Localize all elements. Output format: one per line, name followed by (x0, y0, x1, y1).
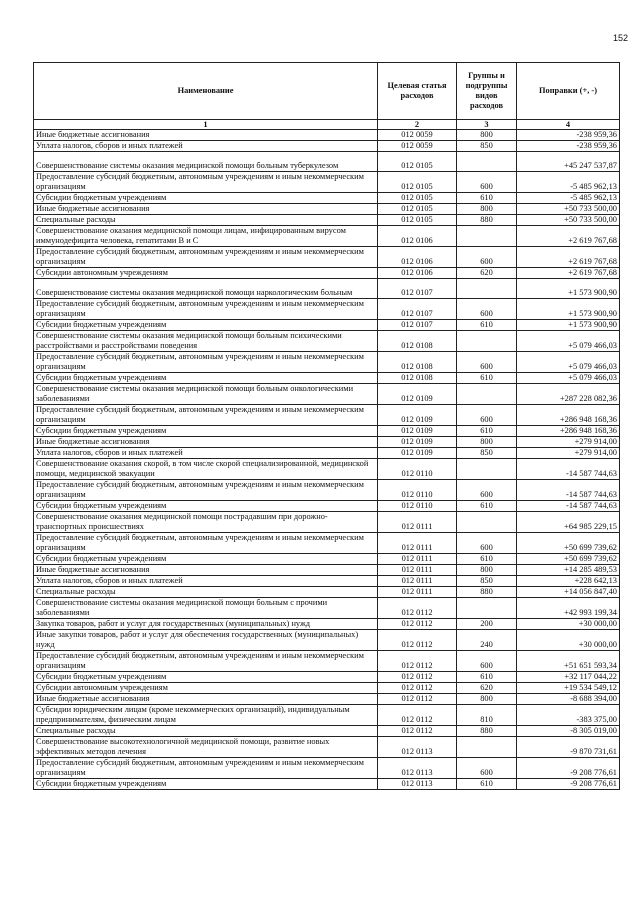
row-group-code: 850 (457, 576, 517, 587)
page-number: 152 (612, 33, 628, 43)
row-name: Субсидии бюджетным учреждениям (34, 501, 378, 512)
row-name: Совершенствование высокотехнологичной медицинской помощи, развитие новых эффективных методов лечения (34, 737, 378, 758)
row-name: Субсидии бюджетным учреждениям (34, 779, 378, 790)
row-group-code: 600 (457, 405, 517, 426)
row-name: Предоставление субсидий бюджетным, автономным учреждениям и иным некоммерческим организациям (34, 247, 378, 268)
row-target-code: 012 0112 (378, 694, 457, 705)
row-name: Специальные расходы (34, 215, 378, 226)
table-row (34, 565, 620, 576)
row-target-code: 012 0109 (378, 405, 457, 426)
table-row (34, 758, 620, 779)
row-group-code: 800 (457, 130, 517, 141)
row-group-code (457, 384, 517, 405)
row-amount: +14 285 489,53 (517, 565, 620, 576)
row-target-code: 012 0109 (378, 437, 457, 448)
table-row (34, 779, 620, 790)
row-amount: -8 688 394,00 (517, 694, 620, 705)
row-target-code: 012 0105 (378, 152, 457, 172)
row-target-code: 012 0112 (378, 705, 457, 726)
row-target-code: 012 0109 (378, 448, 457, 459)
row-target-code: 012 0108 (378, 373, 457, 384)
row-target-code: 012 0108 (378, 352, 457, 373)
row-target-code: 012 0106 (378, 247, 457, 268)
row-group-code: 600 (457, 172, 517, 193)
row-group-code (457, 152, 517, 172)
row-amount: +32 117 044,22 (517, 672, 620, 683)
table-row (34, 459, 620, 480)
row-group-code: 800 (457, 694, 517, 705)
row-target-code: 012 0112 (378, 619, 457, 630)
row-name: Совершенствование оказания медицинской помощи пострадавшим при дорожно-транспортных происшествиях (34, 512, 378, 533)
row-target-code: 012 0111 (378, 533, 457, 554)
row-group-code: 600 (457, 533, 517, 554)
row-name: Предоставление субсидий бюджетным, автономным учреждениям и иным некоммерческим организациям (34, 299, 378, 320)
table-row (34, 320, 620, 331)
row-target-code: 012 0111 (378, 576, 457, 587)
table-row (34, 130, 620, 141)
row-target-code: 012 0113 (378, 758, 457, 779)
row-group-code: 800 (457, 437, 517, 448)
row-group-code: 200 (457, 619, 517, 630)
table-row (34, 152, 620, 172)
row-group-code: 850 (457, 141, 517, 152)
row-group-code: 610 (457, 426, 517, 437)
row-amount: +51 651 593,34 (517, 651, 620, 672)
row-amount: -5 485 962,13 (517, 193, 620, 204)
row-group-code (457, 279, 517, 299)
row-name: Предоставление субсидий бюджетным, автономным учреждениям и иным некоммерческим организациям (34, 758, 378, 779)
row-group-code: 240 (457, 630, 517, 651)
row-group-code: 610 (457, 373, 517, 384)
column-number-row (34, 120, 620, 130)
row-group-code: 880 (457, 587, 517, 598)
row-group-code: 600 (457, 299, 517, 320)
row-group-code: 610 (457, 554, 517, 565)
table-row (34, 268, 620, 279)
column-number: 2 (378, 120, 457, 130)
row-amount: +2 619 767,68 (517, 247, 620, 268)
row-target-code: 012 0107 (378, 279, 457, 299)
row-name: Совершенствование системы оказания медицинской помощи больным с прочими заболеваниями (34, 598, 378, 619)
table-row (34, 672, 620, 683)
row-name: Предоставление субсидий бюджетным, автономным учреждениям и иным некоммерческим организациям (34, 405, 378, 426)
table-row (34, 279, 620, 299)
budget-table (33, 62, 620, 790)
row-amount: -14 587 744,63 (517, 480, 620, 501)
row-amount: -9 870 731,61 (517, 737, 620, 758)
table-row (34, 576, 620, 587)
table-row (34, 331, 620, 352)
row-amount: +50 699 739,62 (517, 554, 620, 565)
table-row (34, 215, 620, 226)
row-amount: -383 375,00 (517, 705, 620, 726)
row-group-code: 620 (457, 683, 517, 694)
row-group-code (457, 598, 517, 619)
row-amount: +2 619 767,68 (517, 268, 620, 279)
row-name: Закупка товаров, работ и услуг для государственных (муниципальных) нужд (34, 619, 378, 630)
table-row (34, 426, 620, 437)
header-name: Наименование (34, 63, 378, 120)
table-row (34, 726, 620, 737)
row-amount: +286 948 168,36 (517, 405, 620, 426)
row-amount: +287 228 082,36 (517, 384, 620, 405)
row-group-code: 600 (457, 651, 517, 672)
row-name: Уплата налогов, сборов и иных платежей (34, 448, 378, 459)
header-row (34, 63, 620, 120)
table-row (34, 533, 620, 554)
table-row (34, 448, 620, 459)
row-amount: -8 305 019,00 (517, 726, 620, 737)
row-name: Совершенствование оказания скорой, в том числе скорой специализированной, медицинской помощи, медицинской эвакуации (34, 459, 378, 480)
row-amount: -238 959,36 (517, 141, 620, 152)
table-row (34, 651, 620, 672)
row-name: Совершенствование оказания медицинской помощи лицам, инфицированным вирусом иммунодефицита человека, гепатитами B и C (34, 226, 378, 247)
row-name: Предоставление субсидий бюджетным, автономным учреждениям и иным некоммерческим организациям (34, 172, 378, 193)
row-group-code: 810 (457, 705, 517, 726)
row-amount: +50 733 500,00 (517, 215, 620, 226)
table-row (34, 630, 620, 651)
row-target-code: 012 0106 (378, 226, 457, 247)
row-group-code (457, 226, 517, 247)
row-target-code: 012 0110 (378, 501, 457, 512)
row-name: Субсидии бюджетным учреждениям (34, 373, 378, 384)
row-name: Иные бюджетные ассигнования (34, 437, 378, 448)
row-amount: -14 587 744,63 (517, 501, 620, 512)
row-target-code: 012 0112 (378, 651, 457, 672)
row-target-code: 012 0105 (378, 215, 457, 226)
row-target-code: 012 0111 (378, 554, 457, 565)
row-amount: +50 699 739,62 (517, 533, 620, 554)
row-name: Субсидии бюджетным учреждениям (34, 554, 378, 565)
row-target-code: 012 0111 (378, 587, 457, 598)
row-amount: +30 000,00 (517, 630, 620, 651)
table-row (34, 172, 620, 193)
table-row (34, 141, 620, 152)
row-group-code: 600 (457, 480, 517, 501)
row-amount: +14 056 847,40 (517, 587, 620, 598)
row-group-code: 620 (457, 268, 517, 279)
table-row (34, 226, 620, 247)
row-amount: +286 948 168,36 (517, 426, 620, 437)
row-group-code: 600 (457, 247, 517, 268)
table-row (34, 694, 620, 705)
row-name: Предоставление субсидий бюджетным, автономным учреждениям и иным некоммерческим организациям (34, 651, 378, 672)
row-amount: +5 079 466,03 (517, 331, 620, 352)
column-number: 4 (517, 120, 620, 130)
row-amount: +2 619 767,68 (517, 226, 620, 247)
row-name: Уплата налогов, сборов и иных платежей (34, 576, 378, 587)
row-name: Совершенствование системы оказания медицинской помощи больным туберкулезом (34, 152, 378, 172)
row-amount: +19 534 549,12 (517, 683, 620, 694)
row-target-code: 012 0059 (378, 141, 457, 152)
table-row (34, 737, 620, 758)
row-target-code: 012 0110 (378, 459, 457, 480)
row-amount: -9 208 776,61 (517, 779, 620, 790)
row-name: Специальные расходы (34, 587, 378, 598)
table-row (34, 554, 620, 565)
row-target-code: 012 0110 (378, 480, 457, 501)
row-target-code: 012 0111 (378, 565, 457, 576)
row-target-code: 012 0105 (378, 193, 457, 204)
row-target-code: 012 0111 (378, 512, 457, 533)
row-amount: +279 914,00 (517, 448, 620, 459)
table-row (34, 405, 620, 426)
row-name: Субсидии автономным учреждениям (34, 683, 378, 694)
row-amount: +279 914,00 (517, 437, 620, 448)
row-group-code: 850 (457, 448, 517, 459)
row-target-code: 012 0113 (378, 737, 457, 758)
row-name: Иные закупки товаров, работ и услуг для обеспечения государственных (муниципальных) нужд (34, 630, 378, 651)
row-group-code (457, 459, 517, 480)
table-row (34, 437, 620, 448)
table-row (34, 384, 620, 405)
row-target-code: 012 0112 (378, 683, 457, 694)
row-target-code: 012 0113 (378, 779, 457, 790)
table-row (34, 587, 620, 598)
table-row (34, 619, 620, 630)
row-amount: +228 642,13 (517, 576, 620, 587)
row-name: Субсидии автономным учреждениям (34, 268, 378, 279)
row-group-code (457, 512, 517, 533)
header-target-article: Целевая статья расходов (378, 63, 457, 120)
row-name: Предоставление субсидий бюджетным, автономным учреждениям и иным некоммерческим организациям (34, 533, 378, 554)
table-row (34, 480, 620, 501)
row-amount: +1 573 900,90 (517, 299, 620, 320)
row-name: Совершенствование системы оказания медицинской помощи больным психическими расстройствами и расстройствами поведения (34, 331, 378, 352)
row-group-code: 800 (457, 565, 517, 576)
row-amount: -5 485 962,13 (517, 172, 620, 193)
row-group-code: 610 (457, 779, 517, 790)
row-name: Субсидии юридическим лицам (кроме некоммерческих организаций), индивидуальным предпринимателям, физическим лицам (34, 705, 378, 726)
row-name: Совершенствование системы оказания медицинской помощи наркологическим больным (34, 279, 378, 299)
row-amount: +42 993 199,34 (517, 598, 620, 619)
header-amendments: Поправки (+, -) (517, 63, 620, 120)
row-target-code: 012 0109 (378, 384, 457, 405)
table-row (34, 683, 620, 694)
table-row (34, 705, 620, 726)
row-name: Субсидии бюджетным учреждениям (34, 426, 378, 437)
row-group-code (457, 331, 517, 352)
column-number: 1 (34, 120, 378, 130)
table-row (34, 352, 620, 373)
table-row (34, 299, 620, 320)
column-number: 3 (457, 120, 517, 130)
row-amount: +5 079 466,03 (517, 373, 620, 384)
table-row (34, 501, 620, 512)
row-target-code: 012 0106 (378, 268, 457, 279)
row-target-code: 012 0109 (378, 426, 457, 437)
row-group-code: 610 (457, 501, 517, 512)
row-name: Иные бюджетные ассигнования (34, 694, 378, 705)
row-target-code: 012 0112 (378, 672, 457, 683)
row-name: Предоставление субсидий бюджетным, автономным учреждениям и иным некоммерческим организациям (34, 352, 378, 373)
row-group-code (457, 737, 517, 758)
row-name: Иные бюджетные ассигнования (34, 130, 378, 141)
row-group-code: 600 (457, 758, 517, 779)
row-target-code: 012 0108 (378, 331, 457, 352)
row-name: Субсидии бюджетным учреждениям (34, 320, 378, 331)
row-amount: -238 959,36 (517, 130, 620, 141)
row-amount: -14 587 744,63 (517, 459, 620, 480)
row-target-code: 012 0105 (378, 204, 457, 215)
row-target-code: 012 0112 (378, 630, 457, 651)
row-group-code: 800 (457, 204, 517, 215)
table-row (34, 512, 620, 533)
row-group-code: 610 (457, 672, 517, 683)
row-amount: +50 733 500,00 (517, 204, 620, 215)
row-target-code: 012 0112 (378, 598, 457, 619)
row-group-code: 600 (457, 352, 517, 373)
table-row (34, 598, 620, 619)
row-name: Уплата налогов, сборов и иных платежей (34, 141, 378, 152)
row-name: Предоставление субсидий бюджетным, автономным учреждениям и иным некоммерческим организациям (34, 480, 378, 501)
table-row (34, 204, 620, 215)
row-name: Специальные расходы (34, 726, 378, 737)
row-target-code: 012 0107 (378, 320, 457, 331)
row-group-code: 610 (457, 193, 517, 204)
row-amount: +1 573 900,90 (517, 320, 620, 331)
row-name: Иные бюджетные ассигнования (34, 204, 378, 215)
table-body (34, 130, 620, 790)
header-expense-groups: Группы и подгруппы видов расходов (457, 63, 517, 120)
table-row (34, 247, 620, 268)
row-group-code: 610 (457, 320, 517, 331)
row-amount: -9 208 776,61 (517, 758, 620, 779)
row-target-code: 012 0105 (378, 172, 457, 193)
table-row (34, 373, 620, 384)
row-amount: +1 573 900,90 (517, 279, 620, 299)
row-amount: +5 079 466,03 (517, 352, 620, 373)
row-group-code: 880 (457, 726, 517, 737)
row-group-code: 880 (457, 215, 517, 226)
row-name: Субсидии бюджетным учреждениям (34, 193, 378, 204)
row-target-code: 012 0107 (378, 299, 457, 320)
row-amount: +45 247 537,87 (517, 152, 620, 172)
row-amount: +30 000,00 (517, 619, 620, 630)
row-target-code: 012 0112 (378, 726, 457, 737)
row-name: Иные бюджетные ассигнования (34, 565, 378, 576)
row-amount: +64 985 229,15 (517, 512, 620, 533)
row-name: Совершенствование системы оказания медицинской помощи больным онкологическими заболеваниями (34, 384, 378, 405)
row-name: Субсидии бюджетным учреждениям (34, 672, 378, 683)
row-target-code: 012 0059 (378, 130, 457, 141)
table-row (34, 193, 620, 204)
